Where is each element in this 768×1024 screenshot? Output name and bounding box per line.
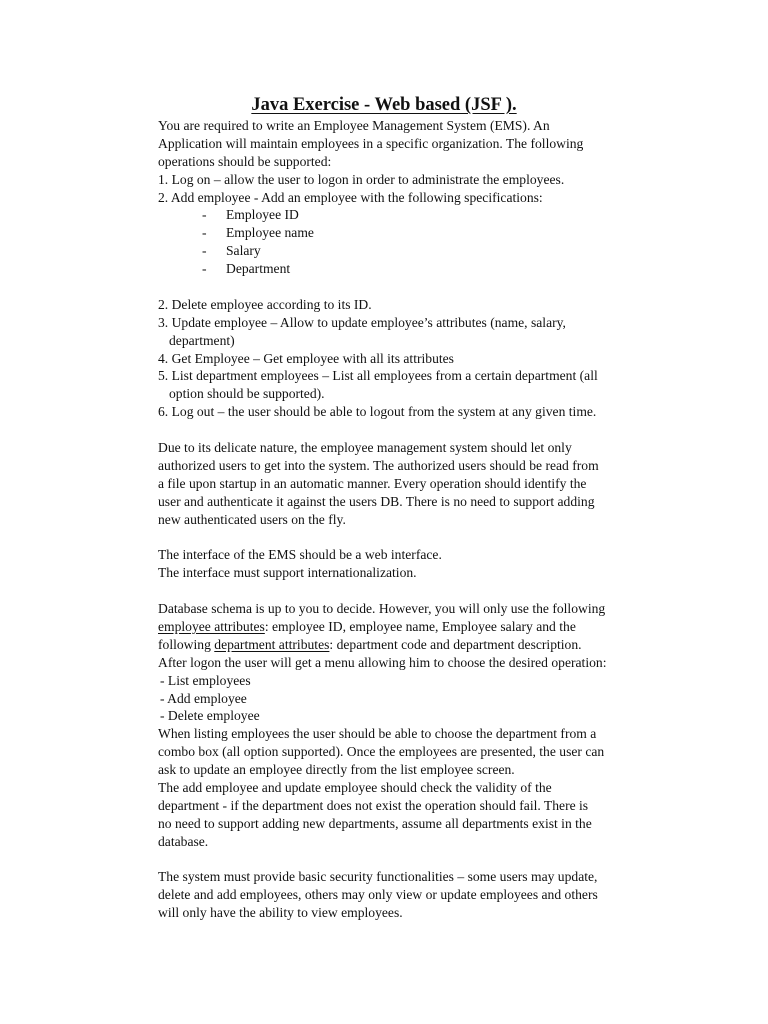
intro-line: Application will maintain employees in a specific organization. The following xyxy=(158,135,584,151)
menu-item: - List employees xyxy=(160,672,251,688)
operation-item-continued: department) xyxy=(169,332,235,348)
listing-line: When listing employees the user should be able to choose the department from a xyxy=(158,726,597,742)
operation-item: 1. Log on – allow the user to logon in order to administrate the employees. xyxy=(158,171,565,187)
document-body xyxy=(158,117,658,922)
paragraph-gap xyxy=(158,421,658,439)
menu-item: - Add employee xyxy=(160,690,247,706)
security-line: authorized users to get into the system. The authorized users should be read from xyxy=(158,457,599,473)
paragraph-gap xyxy=(158,528,658,546)
menu-item: - Delete employee xyxy=(160,708,260,724)
employee-attributes-text: : employee ID, employee name, Employee salary and the xyxy=(264,618,576,634)
intro-line: operations should be supported: xyxy=(158,153,332,169)
schema-line: Database schema is up to you to decide. However, you will only use the following xyxy=(158,601,606,617)
interface-line: The interface of the EMS should be a web interface. xyxy=(158,547,442,563)
spec-item xyxy=(158,242,658,260)
paragraph-gap xyxy=(158,582,658,600)
schema-line xyxy=(158,618,658,636)
operation-item: 2. Add employee - Add an employee with the following specifications: xyxy=(158,189,543,205)
operation-item: 4. Get Employee – Get employee with all its attributes xyxy=(158,350,454,366)
security-line: a file upon startup in an automatic manner. Every operation should identify the xyxy=(158,475,587,491)
final-line: The system must provide basic security functionalities – some users may update, xyxy=(158,869,598,885)
listing-line: ask to update an employee directly from the list employee screen. xyxy=(158,762,515,778)
listing-line: database. xyxy=(158,833,209,849)
department-attributes-text: : department code and department description. xyxy=(329,636,582,652)
dash-bullet: - xyxy=(202,207,207,223)
final-line: delete and add employees, others may only view or update employees and others xyxy=(158,887,598,903)
listing-line: combo box (all option supported). Once the employees are presented, the user can xyxy=(158,744,605,760)
final-line: will only have the ability to view employees. xyxy=(158,905,403,921)
spec-label: Employee name xyxy=(226,225,314,241)
security-line: new authenticated users on the fly. xyxy=(158,511,346,527)
dash-bullet: - xyxy=(202,243,207,259)
operation-item: 2. Delete employee according to its ID. xyxy=(158,296,372,312)
operation-item: 5. List department employees – List all employees from a certain department (all xyxy=(158,368,598,384)
operation-item: 3. Update employee – Allow to update employee’s attributes (name, salary, xyxy=(158,314,566,330)
security-line: user and authenticate it against the users DB. There is no need to support adding xyxy=(158,493,595,509)
listing-line: department - if the department does not exist the operation should fail. There is xyxy=(158,797,589,813)
spec-item xyxy=(158,224,658,242)
following-word: following xyxy=(158,636,215,652)
operation-item: 6. Log out – the user should be able to logout from the system at any given time. xyxy=(158,404,597,420)
department-attributes-label: department attributes xyxy=(214,636,330,652)
spec-label: Employee ID xyxy=(226,207,299,223)
spec-label: Department xyxy=(226,261,291,277)
spec-label: Salary xyxy=(226,243,261,259)
interface-line: The interface must support internationalization. xyxy=(158,565,417,581)
document-title: Java Exercise - Web based (JSF ). xyxy=(251,95,517,115)
menu-intro-line: After logon the user will get a menu allowing him to choose the desired operation: xyxy=(158,654,607,670)
dash-bullet: - xyxy=(202,261,207,277)
listing-line: no need to support adding new departments, assume all departments exist in the xyxy=(158,815,592,831)
employee-attributes-label: employee attributes xyxy=(158,618,265,634)
spec-item xyxy=(158,260,658,278)
intro-line: You are required to write an Employee Management System (EMS). An xyxy=(158,118,550,133)
operation-item-continued: option should be supported). xyxy=(169,386,325,402)
spec-item xyxy=(158,206,658,224)
dash-bullet: - xyxy=(202,225,207,241)
paragraph-gap xyxy=(158,278,658,296)
schema-line xyxy=(158,636,658,654)
security-line: Due to its delicate nature, the employee management system should let only xyxy=(158,440,572,456)
listing-line: The add employee and update employee should check the validity of the xyxy=(158,779,552,795)
paragraph-gap xyxy=(158,851,658,869)
